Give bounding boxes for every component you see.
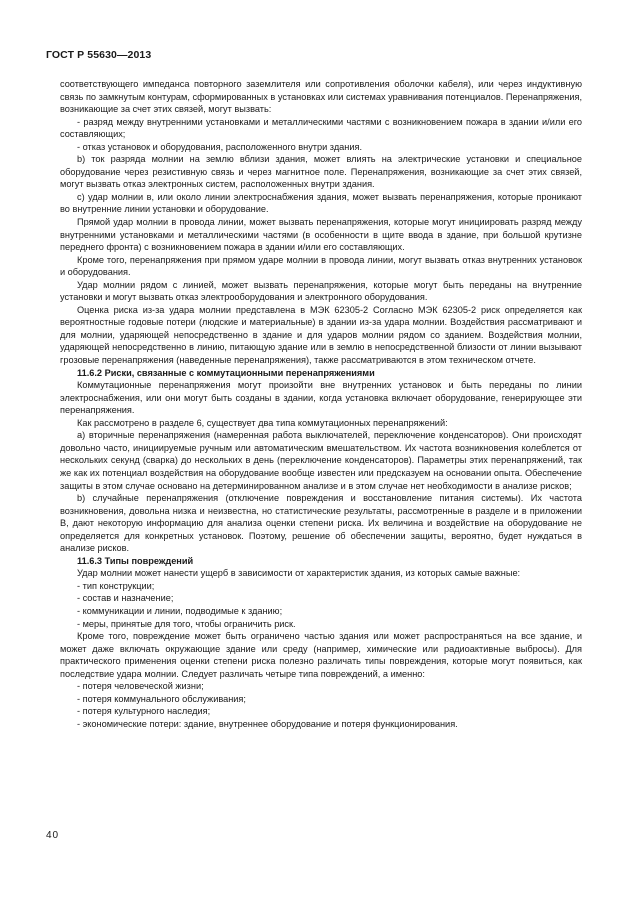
paragraph: - экономические потери: здание, внутреннее оборудование и потеря функционирования.: [77, 718, 458, 729]
document-body: [60, 78, 582, 730]
page-number: 40: [46, 830, 60, 841]
paragraph: Удар молнии рядом с линией, может вызвать перенапряжения, которые могут быть переданы на внутренние установки и могут вызвать отказ электрооборудования и электронного оборудования.: [60, 279, 582, 303]
section-heading: 11.6.3 Типы повреждений: [77, 555, 194, 566]
paragraph: Кроме того, перенапряжения при прямом ударе молнии в провода линии, могут вызвать отказ внутренних установок и оборудования.: [60, 254, 582, 278]
paragraph: - коммуникации и линии, подводимые к зданию;: [77, 605, 283, 616]
paragraph: b) случайные перенапряжения (отключение повреждения и восстановление питания системы). Их частота возникновения, довольна низка и неизвестна, но статистические результаты, рассмотренные в разделе и в приложении В, дают некоторую информацию для анализа оценки степени риска. Их величина и воздействие на оборудование не определяется для конкретных установок. Поэтому, решение об обеспечении защиты, вероятно, будет нуждаться в анализе рисков.: [60, 493, 582, 554]
paragraph: Кроме того, повреждение может быть ограничено частью здания или может распространяться на все здание, и может даже включать окружающие здание или среду (например, химические или радиоактивные выбросы). Для практического применения оценки степени риска полезно различать типы повреждения, которые могут появиться, как последствие удара молнии. Следует различать четыре типа повреждений, а именно:: [60, 631, 582, 679]
paragraph: - разряд между внутренними установками и металлическими частями с возникновением пожара в здании и/или его составляющих;: [60, 116, 582, 140]
paragraph: - потеря коммунального обслуживания;: [77, 693, 246, 704]
paragraph: - отказ установок и оборудования, расположенного внутри здания.: [77, 141, 363, 152]
paragraph: - потеря культурного наследия;: [77, 706, 211, 717]
paragraph: Прямой удар молнии в провода линии, может вызвать перенапряжения, которые могут инициировать разряд между внутренними установками и металлическими частями (в особенности в щите ввода в здание, при большой крутизне переднего фронта) с возникновением пожара в здании и/или его составляющих.: [60, 217, 582, 253]
paragraph: а) вторичные перенапряжения (намеренная работа выключателей, переключение конденсаторов). Они происходят довольно часто, инициируемые ручным или автоматическим вмешательством. Их частота возникновения колеблется от нескольких секунд (сварка) до нескольких в день (переключение конденсаторов). Параметры этих перенапряжений, так же как их потенциал воздействия на оборудование вообще известен или предсказуем на основании опыта. Обеспечение защиты в этом случае основано на детерминированном анализе и в этом случае нет необходимости в анализе рисков;: [60, 430, 582, 491]
paragraph: - меры, принятые для того, чтобы ограничить риск.: [77, 618, 296, 629]
paragraph: соответствующего импеданса повторного заземлителя или сопротивления оболочки кабеля), или через индуктивную связь по замкнутым контурам, сформированных в установках или системах уравнивания потенциалов. Перенапряжения, возникающие за счет этих связей, могут вызвать:: [60, 79, 582, 115]
paragraph: - состав и назначение;: [77, 593, 174, 604]
paragraph: Оценка риска из-за удара молнии представлена в МЭК 62305-2 Согласно МЭК 62305-2 риск определяется как вероятностные годовые потери (людские и материальные) в здании из-за удара молнии. Воздействия рассматривают и для молнии, ударяющей непосредственно в здание и для ударов молнии рядом со зданием. Воздействия молнии, ударяющей непосредственно в линию, питающую здание или в землю в непосредственной близости от линии вызывают грозовые перенапряжения (наведенные перенапряжения), также рассматриваются в этом техническом отчете.: [60, 304, 582, 366]
paragraph: Коммутационные перенапряжения могут произойти вне внутренних установок и быть переданы по линии электроснабжения, или они могут быть созданы в здании, когда установка включает оборудование, генерирующее эти перенапряжения.: [60, 380, 582, 416]
paragraph: Удар молнии может нанести ущерб в зависимости от характеристик здания, из которых самые важные:: [77, 568, 521, 579]
paragraph: с) удар молнии в, или около линии электроснабжения здания, может вызвать перенапряжения, которые проникают во внутренние линии установки и оборудование.: [60, 191, 582, 215]
paragraph: - тип конструкции;: [77, 580, 155, 591]
paragraph: Как рассмотрено в разделе 6, существует два типа коммутационных перенапряжений:: [77, 417, 448, 428]
paragraph: - потеря человеческой жизни;: [77, 681, 204, 692]
section-heading: 11.6.2 Риски, связанные с коммутационными перенапряжениями: [77, 367, 375, 378]
page-header: ГОСТ Р 55630—2013: [46, 49, 152, 61]
paragraph: b) ток разряда молнии на землю вблизи здания, может влиять на электрические установки и специальное оборудование через резистивную связь и через магнитное поле. Перенапряжения, возникающие за счет этих связей, могут вызвать отказ электронных систем, расположенных внутри здания.: [60, 154, 582, 190]
